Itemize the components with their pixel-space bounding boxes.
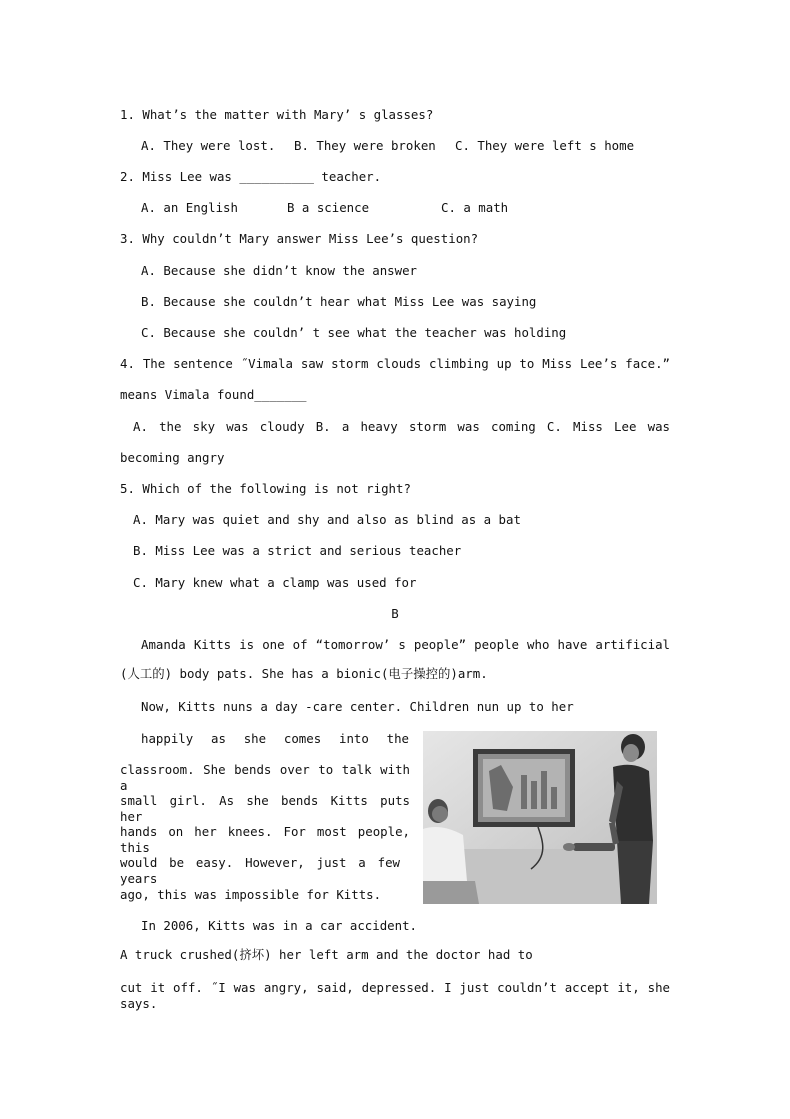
section-heading: B [391,606,399,621]
q3-option-b: B. Because she couldn’t hear what Miss Lee was saying [141,294,537,309]
question-4-line-2: means Vimala found_______ [120,387,307,402]
passage-p2-line-1: Now, Kitts nuns a day -care center. Children nun up to her [141,699,574,714]
q3-option-c: C. Because she couldn’ t see what the teacher was holding [141,325,567,340]
passage-p2-line-3: classroom. She bends over to talk with a [120,762,410,793]
bionic-arm-photo [423,731,657,904]
q1-option-c: C. They were left s home [455,138,635,153]
q4-options-line-1: A. the sky was cloudy B. a heavy storm was coming C. Miss Lee was [133,419,670,434]
passage-p2-line-4: small girl. As she bends Kitts puts her [120,793,410,824]
q1-option-a: A. They were lost. [141,138,276,153]
q2-option-a: A. an English [141,200,238,215]
question-2: 2. Miss Lee was __________ teacher. [120,169,382,184]
q4-options-line-2: becoming angry [120,450,225,465]
q5-option-b: B. Miss Lee was a strict and serious teacher [133,543,462,558]
passage-p2-line-6: would be easy. However, just a few years [120,855,400,886]
passage-p2-line-2: happily as she comes into the [141,731,409,746]
passage-p1-line-2: (人工的) body pats. She has a bionic(电子操控的)arm. [120,666,488,681]
q5-option-a: A. Mary was quiet and shy and also as blind as a bat [133,512,521,527]
q3-option-a: A. Because she didn’t know the answer [141,263,418,278]
q5-option-c: C. Mary knew what a clamp was used for [133,575,417,590]
question-5: 5. Which of the following is not right? [120,481,411,496]
passage-p3-line-1: In 2006, Kitts was in a car accident. [141,918,418,933]
passage-p1-line-1: Amanda Kitts is one of “tomorrow’ s people” people who have artificial [141,637,670,652]
passage-p3-line-2: A truck crushed(挤坏) her left arm and the doctor had to [120,947,533,962]
passage-p3-line-3: cut it off. ˝I was angry, said, depressed. I just couldn’t accept it, she says. [120,980,670,1011]
question-1: 1. What’s the matter with Mary’ s glasses? [120,107,434,122]
passage-p2-line-7: ago, this was impossible for Kitts. [120,887,382,902]
q1-option-b: B. They were broken [294,138,436,153]
q2-option-c: C. a math [441,200,509,215]
q2-option-b: B a science [287,200,370,215]
question-4-line-1: 4. The sentence ˝Vimala saw storm clouds climbing up to Miss Lee’s face.” [120,356,670,371]
passage-p2-line-5: hands on her knees. For most people, this [120,824,410,855]
question-3: 3. Why couldn’t Mary answer Miss Lee’s question? [120,231,479,246]
